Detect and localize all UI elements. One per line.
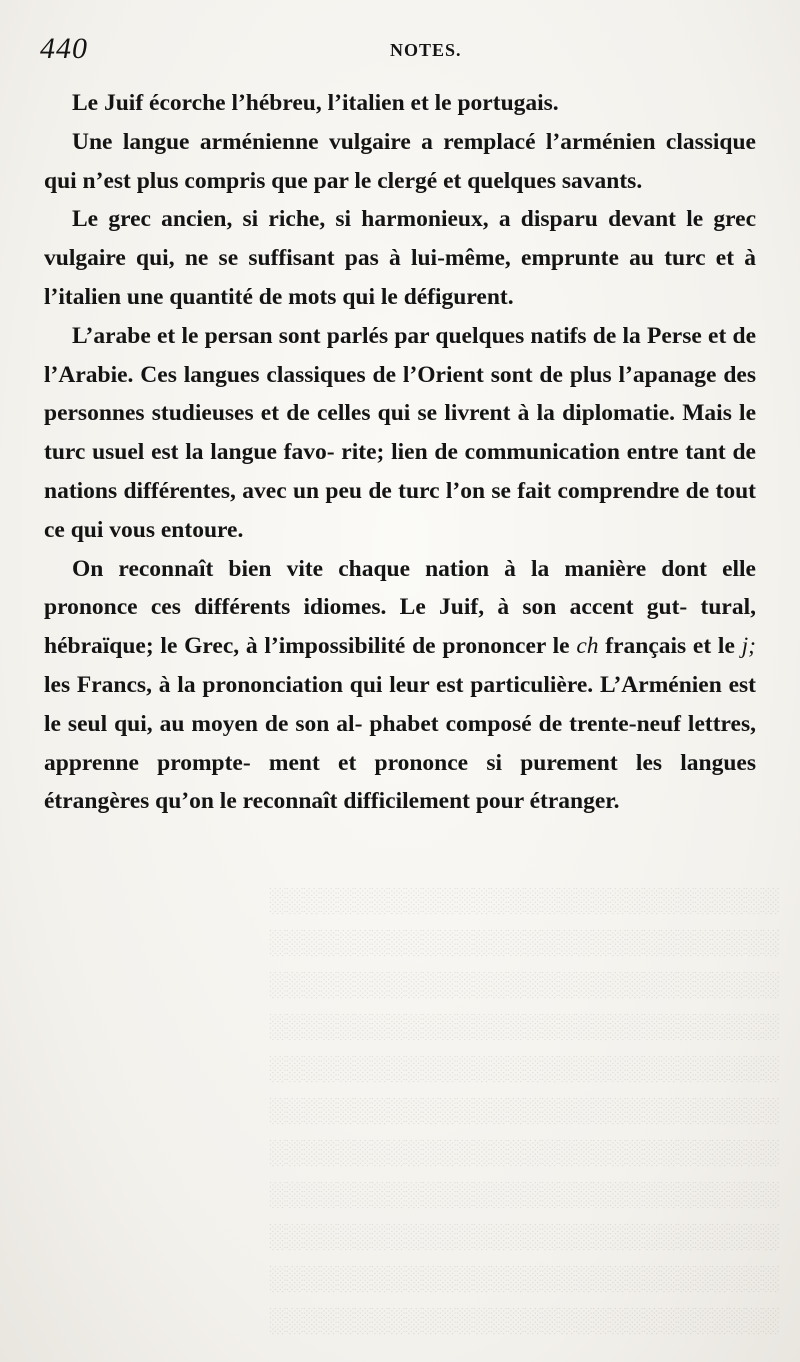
paragraph: Le grec ancien, si riche, si harmonieux, a disparu devant le grec vulgaire qui, ne se suffisant pas à lui-même, emprunte au turc et à l’italien une quantité de mots qui le défigurent. bbox=[44, 206, 756, 310]
page-header bbox=[40, 32, 760, 72]
italic-term: ch bbox=[576, 633, 599, 660]
page-number: 440 bbox=[40, 32, 88, 65]
paragraph: L’arabe et le persan sont parlés par quelques natifs de la Perse et de l’Arabie. Ces langues classiques de l’Orient sont de plus l’apanage des personnes studieuses et de celles qui se livrent à la diplomatie. Mais le turc usuel est la langue favo- rite; lien de communication entre tant de nations différentes, avec un peu de turc l’on se fait comprendre de tout ce qui vous entoure. bbox=[44, 322, 756, 543]
paragraph bbox=[44, 550, 756, 822]
paragraph-text: français et le bbox=[598, 633, 742, 660]
paragraph: Une langue arménienne vulgaire a remplacé l’arménien classique qui n’est plus compris que par le clergé et quelques savants. bbox=[44, 128, 756, 194]
italic-term: j; bbox=[741, 633, 756, 660]
paragraph-text: les Francs, à la prononciation qui leur est particulière. L’Arménien est le seul qui, au moyen de son al- phabet composé de trente-neuf lettres, apprenne prompte- ment et prononce si purement les langues étrangères qu’on le reconnaît difficilement pour étranger. bbox=[44, 671, 756, 815]
paragraph: Le Juif écorche l’hébreu, l’italien et le portugais. bbox=[72, 90, 559, 116]
running-head: NOTES. bbox=[390, 40, 462, 60]
paragraph-text: On reconnaît bien vite chaque nation à la manière dont elle prononce ces différents idiomes. Le Juif, à son accent gut- tural, hébraïque; le Grec, à l’impossibilité de prononcer le bbox=[44, 555, 756, 660]
show-through-text: ░░░░░░░░░░░░░░░░░░░░░░░░░░░░░░ ░░░░░░░░░░░░░░░░░░░░░░░░░░░░░░ ░░░░░░░░░░░░░░░░░░░░░░░░░░░░░░ ░░░░░░░░░░░░░░░░░░░░░░░░░░░░░░ ░░░░░░░░░░░░░░░░░░░░░░░░░░░░░░ ░░░░░░░░░░░░░░░░░░░░░░░░░░░░░░ ░░░░░░░░░░░░░░░░░░░░░░░░░░░░░░ ░░░░░░░░░░░░░░░░░░░░░░░░░░░░░░ ░░░░░░░░░░░░░░░░░░░░░░░░░░░░░░ ░░░░░░░░░░░░░░░░░░░░░░░░░░░░░░ ░░░░░░░░░░░░░░░░░░░░░░░░░░░░░░ bbox=[269, 888, 780, 1334]
body-text bbox=[44, 84, 756, 821]
